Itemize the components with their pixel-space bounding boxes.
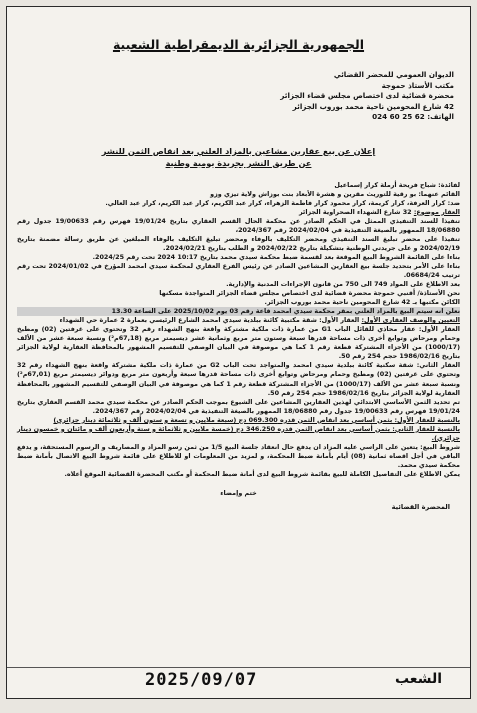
paragraph: بناءا على الأمر بتحديد جلسة بيع العقارين المشاعين الصادر عن رئيس الفرع العقاري لمحكمة سيدي امحمد المؤرخ في 2024/01/02 تحت رقم ترتيب 06684/24. <box>17 261 460 279</box>
paragraph: تنفيذا على محضر تبليغ السند التنفيذي ومحضر التكليف بالوفاء ومحضر تبليغ التكليف بالوفاء المبلغين عن طريق رسالة مضمنة بتاريخ 2024/02/19 و على جريدتي الوطنية بتشكيلة بتاريخ 2024/02/22 و الطلب بتاريخ 2024/02/21. <box>17 234 460 252</box>
paragraph: الكائن مكتبها بـ 42 شارع المحومين ناحية محمد بوروب الجزائر. <box>264 298 460 307</box>
bailiff-office-block <box>7 70 454 123</box>
office-line: محضرة قضائية لدى اختصاص مجلس قضاء الجزائر <box>280 91 454 100</box>
paragraph: تنفيذا للسند التنفيذي الممثل في الحكم الصادر عن محكمة الحال القسم العقاري بتاريخ 19/01/24 فهرس رقم 19/00633 جدول رقم 18/06880 الممهور بالصيغة التنفيذية في 2024/02/04 رقم 2024/367، <box>17 216 460 234</box>
newspaper-name: الشعب <box>394 671 442 687</box>
notice-body <box>17 181 460 480</box>
seal-label: ختم وإمضاء <box>220 489 257 498</box>
office-line: مكتب الأستاذ حموجة <box>381 80 454 90</box>
property-two: العقار الثاني: شقة سكنية كائنة ببلدية سيدي امحمد والمتواجد تحت الباب G2 من عمارة ذات ملكية مشتركة واقعة بنهج الشهداء رقم 32 وتحتوي على غرفتين (02) ومطبخ وحمام ومرحاض وتوابع أخرى ذات مساحة قدرها سبعة وأربعون متر مربع ودوائر ديسيمتر مربع (67,01م²) ونسبة سبعة عشر من الألف (1000/17) من الأجزاء المشتركة قطعة رقم 1 كما هي موصوفة في البيان الوصفي للتقسيم المشهور بالمحافظة العقارية لولاية الجزائر بتاريخ 1986/02/16 حجم 254 رقم 50. <box>17 361 461 397</box>
description-heading <box>17 316 460 325</box>
office-line: الديوان العمومي للمحضر القضائي <box>333 70 454 79</box>
sale-date: نعلن انه سيتم البيع بالمزاد العلني بمقر محكمة سيدي امحمد قاعة رقم 03 يوم 2025/10/02 على الساعة 13.30 <box>17 307 460 316</box>
announcement-title <box>7 145 470 169</box>
legal-notice-page <box>6 6 471 699</box>
paragraph: بعد الاطلاع على المواد 749 الى 750 من قانون الإجراءات المدنية والإدارية. <box>226 280 460 289</box>
beneficiary: لفائدة: شباح فريحة أرملة كرار إسماعيل <box>334 180 460 189</box>
office-line: 42 شارع المحومين ناحية محمد بوروب الجزائر <box>292 101 454 111</box>
publication-date: 2025/09/07 <box>145 670 258 690</box>
paragraph: بناءا على القائمة الشروط البيع الموقعة بعد لقسمة ضبط محكمة سيدي محمد بتاريخ 10:17 2024 تحت رقم 2024/25. <box>92 252 460 261</box>
signature-label: المحضرة القضائية <box>391 503 450 512</box>
property-subject-text: 32 شارع الشهداء الصحراوية الجزائر <box>298 207 412 216</box>
price-property-one: بالنسبة للعقار الأول: بثمن أساسي بعد انقاص الثمن قدره 069.300 دج (سبعة ملايين و تسعة و ستون ألف و ثلاثمائة دينار جزائري) <box>53 415 460 424</box>
announcement-line-1: إعلان عن بيع عقارين مشاعين بالمزاد العلني بعد انقاص الثمن للنشر <box>101 145 376 156</box>
property-one: العقار الأول: عقار محاذي للقائل الباب G1 من عمارة ذات ملكية مشتركة واقعة بنهج الشهداء رقم 32 وتحتوي على غرفتين (02) ومطبخ وحمام ومرحاض وتوابع أخرى ذات مساحة قدرها سبعة وستون متر مربع وثمانية عشر ديسيمتر مربع (67,18م²) ونسبة سبعة عشر من الألف (1000/17) من الأجزاء المشتركة قطعة رقم 1 كما هي موصوفة في البيان الوصفي للتقسيم المشهور بالمحافظة العقارية لولاية الجزائر بتاريخ 1986/02/16 حجم 254 رقم 50. <box>17 325 460 361</box>
newspaper-footer <box>7 667 470 694</box>
paragraph: نحن الأستاذة/ أقنبي حموجة محضرة قضائية لدى اختصاص مجلس قضاء الجزائر المتواجدة مسكنها <box>159 289 460 298</box>
republic-header: الجمهورية الجزائرية الديمقراطية الشعبية <box>112 37 365 52</box>
representative: القائم عنهما: بو رقية للتوريث مقرين و هشرة الأبعاد بنت بوزاش ولاية تيزي وزو <box>210 189 460 198</box>
description-label: التعيين والوصف العقاري الأول: <box>361 316 460 325</box>
office-line: الهاتف: 62 25 60 024 <box>372 112 454 121</box>
description-text: العقار الأول: شقة مكتبية كائنة ببلدية سيدي امحمد الشارع الرئيسي بعمارة 2 عمارة حي الشهداء <box>59 316 360 325</box>
property-subject-label: العقار موضوع: <box>413 207 460 216</box>
defendants: ضد: كرار العرفة، كرار كريمة، كرار محمود كرار فاطمة الزهراء، كرار عبد الكريم، كرار عبد الكريم، كرار عبد العالي. <box>105 198 460 207</box>
closing-note: يمكن الاطلاع على التفاصيل الكاملة للبيع بقائمة شروط البيع لدى أمانة ضبط المحكمة أو مكتب المحضرة القضائية الموقع أعلاه. <box>64 470 460 478</box>
announcement-line-2: عن طريق النشر بجريدة يومية وطنية <box>165 157 312 168</box>
price-property-two: بالنسبة للعقار الثاني: بثمن أساسي بعد انقاص الثمن قدره 346.250 دج (خمسة ملايين و ثلاثمائة و ستة وأربعون ألف و مائتان و خمسون دينار جزائري). <box>17 424 460 442</box>
base-price-ruling: تم تحديد الثمن الأساسي الابتدائي لهذين العقارين المشاعين على الشيوع بموجب الحكم الصادر عن محكمة سيدي محمد القسم العقاري بتاريخ 19/01/24 فهرس رقم 19/00633 جدول رقم 18/06880 الممهور بالصيغة التنفيذية في 2024/02/04 رقم 2024/367. <box>17 397 460 415</box>
sale-conditions: شروط البيع: يتعين على الراسي عليه المزاد ان يدفع حال انعقاد جلسة البيع 1/5 من ثمن رسو المزاد و المصاريف و الرسوم المستحقة، و يدفع الباقي في أجل اقصاه ثمانية (08) أيام بأمانة ضبط المحكمة، و لمزيد من المعلومات او للاطلاع على قائمة شروط البيع الاتصال بأمانة ضبط محكمة سيدي محمد. <box>17 442 460 469</box>
property-subject <box>17 208 460 217</box>
